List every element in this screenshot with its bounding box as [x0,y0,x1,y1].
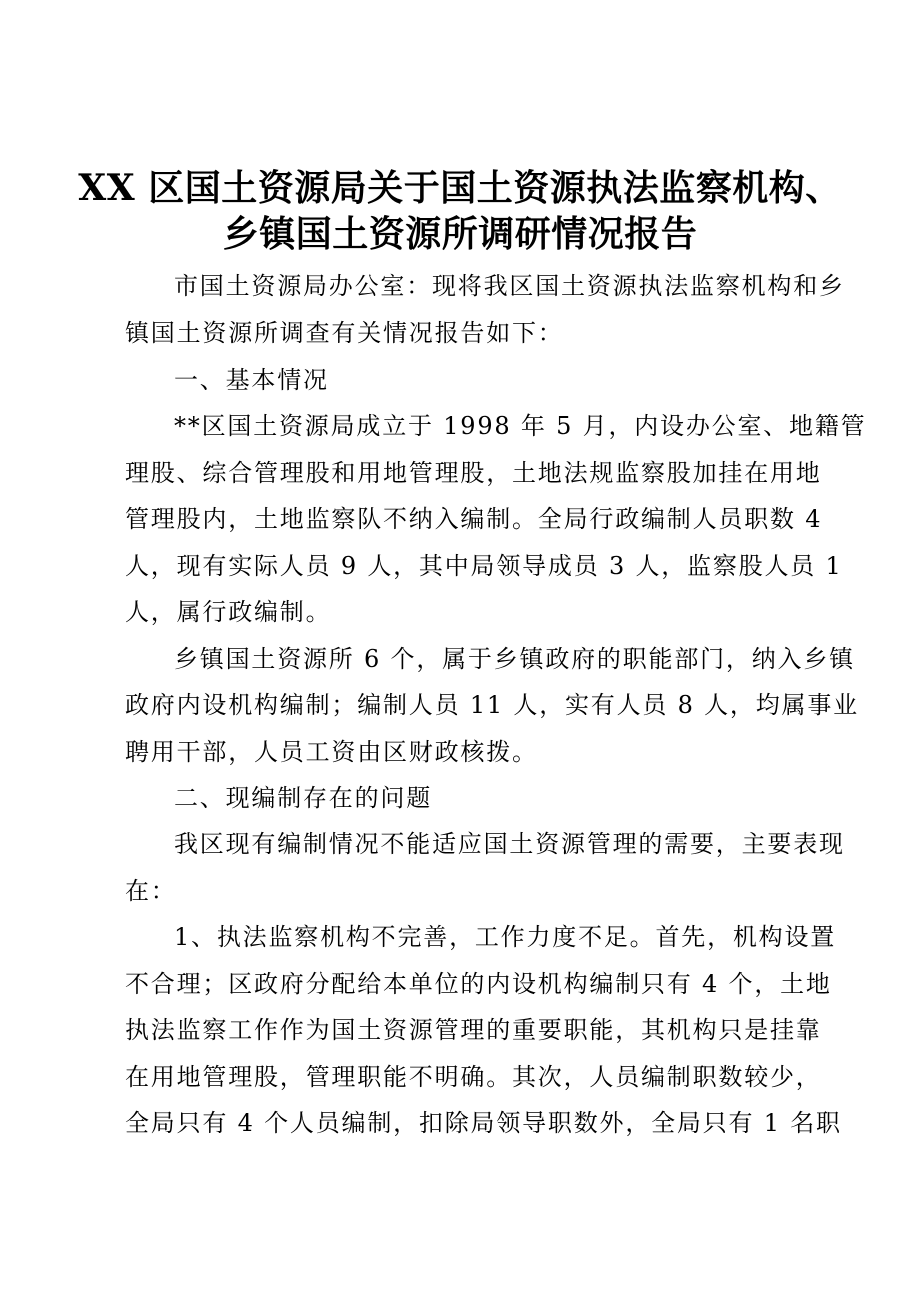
paragraph-line: 聘用干部，人员工资由区财政核拨。 [125,738,538,766]
salutation-paragraph-line: 镇国土资源所调查有关情况报告如下： [125,319,564,347]
document-title-line-2: 乡镇国土资源所调研情况报告 [222,213,698,255]
paragraph-line: 1、执法监察机构不完善，工作力度不足。首先，机构设置 [174,923,837,951]
paragraph-line: 人，现有实际人员 9 人，其中局领导成员 3 人，监察股人员 1 [125,552,843,580]
paragraph-line: 政府内设机构编制；编制人员 11 人，实有人员 8 人，均属事业 [125,691,859,719]
paragraph-line: 全局只有 4 个人员编制，扣除局领导职数外，全局只有 1 名职 [125,1109,842,1137]
paragraph-line: 不合理；区政府分配给本单位的内设机构编制只有 4 个，土地 [125,970,832,998]
section-heading-basic: 一、基本情况 [174,366,329,394]
section-heading-problems: 二、现编制存在的问题 [174,784,432,812]
document-title-line-1: XX 区国土资源局关于国土资源执法监察机构、 [78,167,842,209]
paragraph-line: 我区现有编制情况不能适应国土资源管理的需要，主要表现 [174,830,845,858]
paragraph-line: 乡镇国土资源所 6 个，属于乡镇政府的职能部门，纳入乡镇 [174,645,855,673]
paragraph-line: 执法监察工作作为国土资源管理的重要职能，其机构只是挂靠 [125,1016,822,1044]
paragraph-line: 人，属行政编制。 [125,598,332,626]
paragraph-line: **区国土资源局成立于 1998 年 5 月，内设办公室、地籍管 [174,412,867,440]
paragraph-line: 理股、综合管理股和用地管理股，土地法规监察股加挂在用地 [125,459,822,487]
paragraph-line: 在： [125,877,177,905]
paragraph-line: 在用地管理股，管理职能不明确。其次，人员编制职数较少， [125,1063,822,1091]
salutation-paragraph-line: 市国土资源局办公室：现将我区国土资源执法监察机构和乡 [174,272,845,300]
paragraph-line: 管理股内，土地监察队不纳入编制。全局行政编制人员职数 4 [125,505,823,533]
